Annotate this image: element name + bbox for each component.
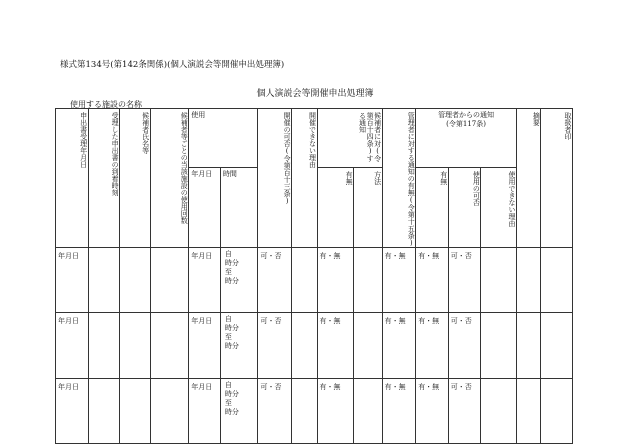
row-candidate-name[interactable] bbox=[120, 379, 151, 444]
time-ji: 時 bbox=[224, 259, 232, 268]
row-mgr-use: 可・否 bbox=[448, 248, 481, 313]
row-allowed: 可・否 bbox=[258, 379, 292, 444]
row-receipt-date: 年月日 bbox=[56, 313, 89, 379]
row-mgr-reason[interactable] bbox=[481, 379, 517, 444]
header-candidate-notice bbox=[317, 109, 382, 168]
row-receipt-date: 年月日 bbox=[56, 248, 89, 313]
time-fun: 分 bbox=[231, 277, 239, 286]
row-mgr-yes: 有・無 bbox=[416, 379, 449, 444]
header-use: 使用 bbox=[189, 109, 258, 168]
time-to: 至 bbox=[224, 268, 232, 277]
header-arrival-time: 受理した申出書の到着時刻 bbox=[88, 109, 120, 248]
row-allowed: 可・否 bbox=[258, 313, 292, 379]
header-notice-yes: 有無 bbox=[317, 167, 354, 247]
document-title: 個人演説会等開催申出処理簿 bbox=[256, 89, 374, 99]
row-mgr-use: 可・否 bbox=[448, 379, 481, 444]
header-reason-not-held: 開催できない理由 bbox=[292, 109, 317, 248]
header-mgr-yes: 有無 bbox=[416, 167, 449, 247]
time-ji: 時 bbox=[224, 277, 232, 286]
row-notice-yes: 有・無 bbox=[317, 379, 354, 444]
header-handler-seal: 取扱者印 bbox=[541, 109, 573, 248]
row-mgr-yes: 有・無 bbox=[416, 248, 449, 313]
time-to: 至 bbox=[224, 399, 232, 408]
row-use-date: 年月日 bbox=[189, 248, 221, 313]
table-row bbox=[56, 313, 573, 379]
table-row bbox=[56, 379, 573, 444]
row-handler-seal[interactable] bbox=[541, 379, 573, 444]
row-notice-method[interactable] bbox=[354, 313, 382, 379]
row-use-time bbox=[220, 379, 258, 444]
row-remarks[interactable] bbox=[516, 248, 540, 313]
row-handler-seal[interactable] bbox=[541, 313, 573, 379]
time-ji: 時 bbox=[224, 390, 232, 399]
header-candidate-notice-b: (令第百十四条)する通知 bbox=[358, 112, 382, 162]
header-manager-from-ref: (令第117条) bbox=[446, 119, 486, 128]
header-row-1 bbox=[56, 109, 573, 168]
time-ji: 時 bbox=[224, 324, 232, 333]
header-mgr-use: 使用の可否 bbox=[448, 167, 481, 247]
time-to: 至 bbox=[224, 333, 232, 342]
row-notice-yes: 有・無 bbox=[317, 248, 354, 313]
row-reason[interactable] bbox=[292, 313, 317, 379]
time-from-hm bbox=[225, 259, 258, 268]
row-allowed: 可・否 bbox=[258, 248, 292, 313]
header-holding-allowed: 開催の可否(令第百十三条) bbox=[258, 109, 292, 248]
row-use-count[interactable] bbox=[150, 313, 189, 379]
header-manager-notice: 管理者に対する通知の有無(令第十五条) bbox=[382, 109, 416, 248]
header-mgr-reason: 使用できない理由 bbox=[481, 167, 517, 247]
row-mgr-yes: 有・無 bbox=[416, 313, 449, 379]
header-candidate-name: 候補者氏名等 bbox=[120, 109, 151, 248]
header-notice-method: 方法 bbox=[354, 167, 382, 247]
time-to-hm bbox=[225, 408, 258, 417]
row-use-time bbox=[220, 248, 258, 313]
time-to-hm bbox=[225, 277, 258, 286]
header-manager-from bbox=[416, 109, 517, 168]
row-manager-notice: 有・無 bbox=[382, 248, 416, 313]
time-from: 自 bbox=[224, 381, 232, 389]
row-manager-notice: 有・無 bbox=[382, 313, 416, 379]
header-candidate-notice-a: 候補者に対 bbox=[373, 112, 382, 147]
row-use-count[interactable] bbox=[150, 379, 189, 444]
row-arrival-time[interactable] bbox=[88, 248, 120, 313]
time-from: 自 bbox=[224, 315, 232, 323]
table-row bbox=[56, 248, 573, 313]
header-manager-from-title: 管理者からの通知 bbox=[438, 111, 495, 119]
time-ji: 時 bbox=[224, 408, 232, 417]
header-remarks: 摘要 bbox=[516, 109, 540, 248]
time-fun: 分 bbox=[231, 408, 239, 417]
row-notice-yes: 有・無 bbox=[317, 313, 354, 379]
time-from: 自 bbox=[224, 250, 232, 258]
row-notice-method[interactable] bbox=[354, 379, 382, 444]
row-remarks[interactable] bbox=[516, 313, 540, 379]
row-use-time bbox=[220, 313, 258, 379]
row-mgr-use: 可・否 bbox=[448, 313, 481, 379]
header-use-count: 候補者等ごとの当該施設の使用回数 bbox=[150, 109, 189, 248]
header-use-time: 時間 bbox=[220, 167, 258, 247]
facility-name-label: 使用する施設の名称 bbox=[70, 100, 142, 109]
row-use-count[interactable] bbox=[150, 248, 189, 313]
time-fun: 分 bbox=[231, 324, 239, 333]
row-manager-notice: 有・無 bbox=[382, 379, 416, 444]
row-mgr-reason[interactable] bbox=[481, 248, 517, 313]
row-handler-seal[interactable] bbox=[541, 248, 573, 313]
time-from-hm bbox=[225, 324, 258, 333]
row-remarks[interactable] bbox=[516, 379, 540, 444]
row-notice-method[interactable] bbox=[354, 248, 382, 313]
form-number-label: 様式第134号(第142条関係)(個人演説会等開催申出処理簿) bbox=[60, 60, 285, 70]
time-to-hm bbox=[225, 342, 258, 351]
row-arrival-time[interactable] bbox=[88, 379, 120, 444]
time-fun: 分 bbox=[231, 342, 239, 351]
row-arrival-time[interactable] bbox=[88, 313, 120, 379]
time-fun: 分 bbox=[231, 390, 239, 399]
time-fun: 分 bbox=[231, 259, 239, 268]
header-use-date: 年月日 bbox=[189, 167, 221, 247]
time-from-hm bbox=[225, 390, 258, 399]
row-receipt-date: 年月日 bbox=[56, 379, 89, 444]
row-candidate-name[interactable] bbox=[120, 248, 151, 313]
register-table bbox=[55, 108, 573, 444]
row-reason[interactable] bbox=[292, 248, 317, 313]
header-receipt-date: 申出書受理年月日 bbox=[56, 109, 89, 248]
row-mgr-reason[interactable] bbox=[481, 313, 517, 379]
row-candidate-name[interactable] bbox=[120, 313, 151, 379]
row-use-date: 年月日 bbox=[189, 379, 221, 444]
row-use-date: 年月日 bbox=[189, 313, 221, 379]
time-ji: 時 bbox=[224, 342, 232, 351]
row-reason[interactable] bbox=[292, 379, 317, 444]
